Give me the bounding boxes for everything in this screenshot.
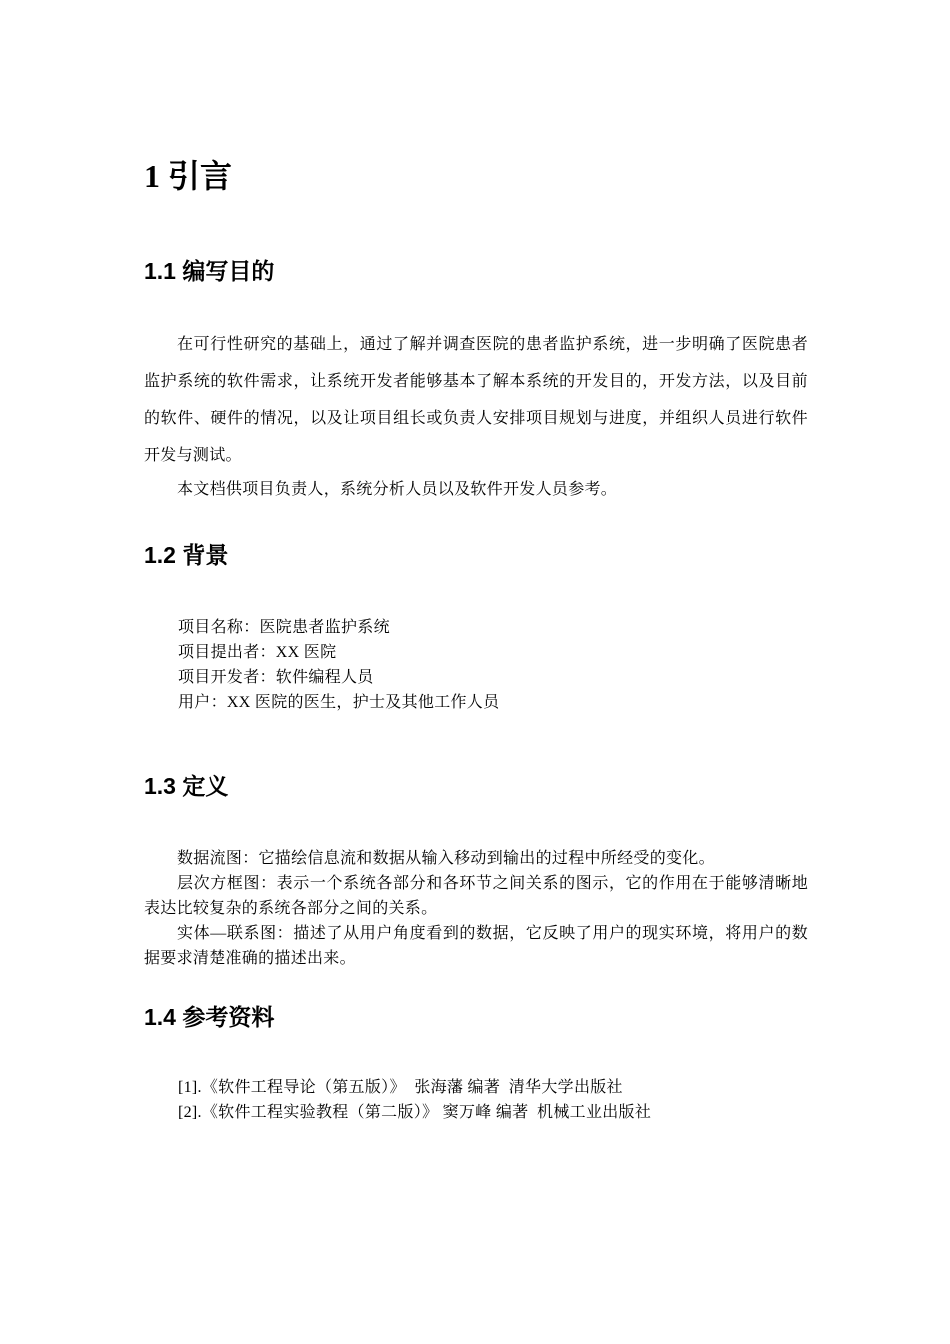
definition-data-flow-diagram: 数据流图：它描绘信息流和数据从输入移动到输出的过程中所经受的变化。 [177,850,715,867]
chapter-title: 1 引言 [144,158,233,194]
definition-hierarchy-chart: 层次方框图：表示一个系统各部分和各环节之间关系的图示，它的作用在于能够清晰地表达比较复杂的系统各部分之间的关系。 [144,875,808,917]
reference-item-2: [2].《软件工程实验教程（第二版）》 窦万峰 编著 机械工业出版社 [178,1104,652,1121]
background-users: 用户：XX 医院的医生，护士及其他工作人员 [178,694,500,711]
definition-er-diagram: 实体—联系图：描述了从用户角度看到的数据，它反映了用户的现实环境，将用户的数据要求清楚准确的描述出来。 [144,925,808,967]
purpose-paragraph-1: 在可行性研究的基础上，通过了解并调查医院的患者监护系统，进一步明确了医院患者监护系统的软件需求，让系统开发者能够基本了解本系统的开发目的，开发方法，以及目前的软件、硬件的情况，以及让项目组长或负责人安排项目规划与进度，并组织人员进行软件开发与测试。 [144,336,808,464]
section-heading-purpose: 1.1 编写目的 [144,258,275,284]
section-heading-references: 1.4 参考资料 [144,1004,275,1030]
background-developer: 项目开发者：软件编程人员 [178,669,374,686]
background-project-name: 项目名称：医院患者监护系统 [178,619,390,636]
section-heading-background: 1.2 背景 [144,542,229,568]
purpose-paragraph-2: 本文档供项目负责人，系统分析人员以及软件开发人员参考。 [177,481,618,498]
reference-item-1: [1].《软件工程导论（第五版）》 张海藩 编著 清华大学出版社 [178,1079,623,1096]
section-heading-definitions: 1.3 定义 [144,773,229,799]
background-proposer: 项目提出者：XX 医院 [178,644,337,661]
